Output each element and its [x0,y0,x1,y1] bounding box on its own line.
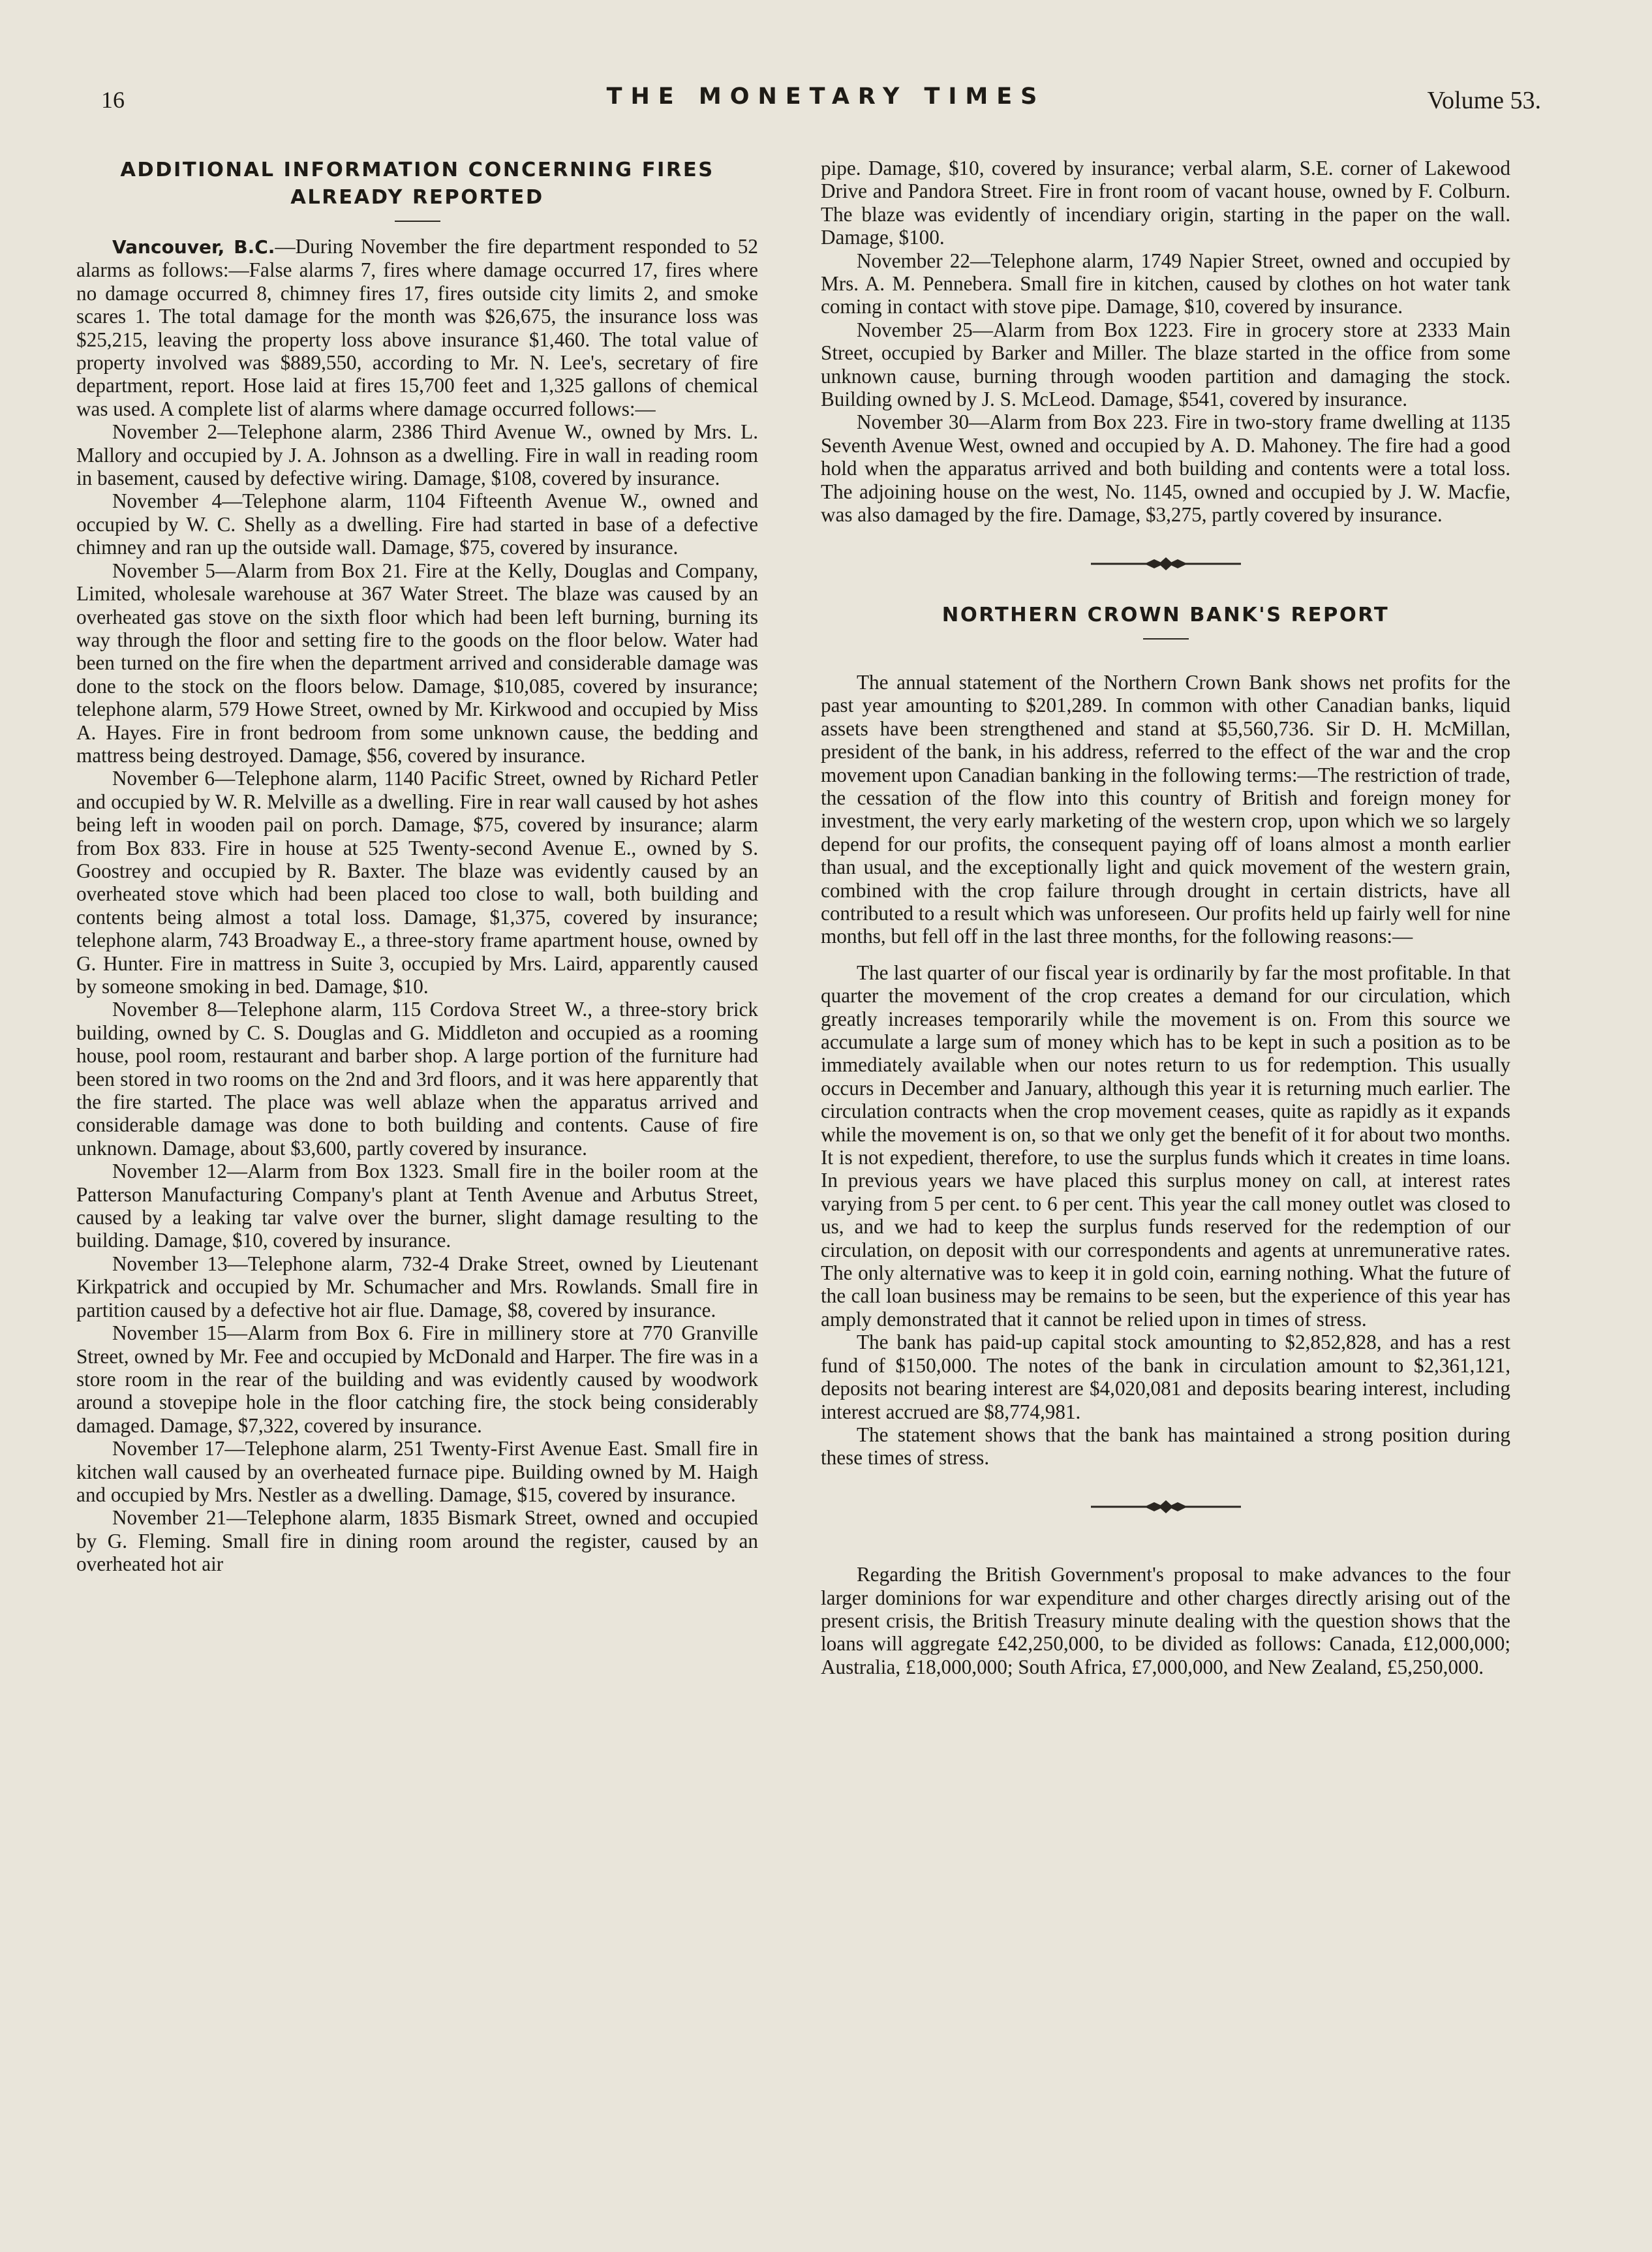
bank-heading: NORTHERN CROWN BANK'S REPORT [941,603,1390,626]
fire-report-paragraph: November 4—Telephone alarm, 1104 Fifteenth Avenue W., owned and occupied by W. C. Shelly as a dwelling. Fire had started in base of a defective chimney and ran up the outside wall. Damage, $75, covered by insurance. [76,489,758,559]
volume-label: Volume 53. [1427,87,1541,114]
fire-report-paragraph: November 8—Telephone alarm, 115 Cordova Street W., a three-story brick building, owned by C. S. Douglas and G. Middleton and occupied as a rooming house, pool room, restaurant and barber shop. A large portion of the furniture had been stored in two rooms on the 2nd and 3rd floors, and it was here apparently that the fire started. The place was well ablaze when the apparatus arrived and considerable damage was done to both building and contents. Cause of fire unknown. Damage, about $3,600, partly covered by insurance. [76,998,758,1160]
publication-title: THE MONETARY TIMES [606,84,1046,110]
fire-report-paragraph: November 22—Telephone alarm, 1749 Napier Street, owned and occupied by Mrs. A. M. Pennebera. Small fire in kitchen, caused by clothes on hot water tank coming in contact with stove pipe. Damage, $10, covered by insurance. [821,249,1510,318]
fire-report-continuation: pipe. Damage, $10, covered by insurance; verbal alarm, S.E. corner of Lakewood Drive and Pandora Street. Fire in front room of vacant house, owned by F. Colburn. The blaze was evidently of incendiary origin, starting in the paper on the wall. Damage, $100. [821,157,1510,249]
fire-report-paragraph: November 13—Telephone alarm, 732-4 Drake Street, owned by Lieutenant Kirkpatrick and occupied by Mr. Schumacher and Mrs. Rowlands. Small fire in partition caused by a defective hot air flue. Damage, $8, covered by insurance. [76,1252,758,1321]
fire-report-paragraph: November 15—Alarm from Box 6. Fire in millinery store at 770 Granville Street, owned by Mr. Fee and occupied by McDonald and Harper. The fire was in a store room in the rear of the building and was evidently caused by woodwork around a stovepipe hole in the floor catching fire, the stock being considerably damaged. Damage, $7,322, covered by insurance. [76,1321,758,1437]
fire-report-paragraph: November 30—Alarm from Box 223. Fire in two-story frame dwelling at 1135 Seventh Avenue West, owned and occupied by A. D. Mahoney. The fire had a good hold when the apparatus arrived and both building and contents were a total loss. The adjoining house on the west, No. 1145, owned and occupied by J. W. Macfie, was also damaged by the fire. Damage, $3,275, partly covered by insurance. [821,410,1510,527]
fire-report-paragraph: November 2—Telephone alarm, 2386 Third Avenue W., owned by Mrs. L. Mallory and occupied by J. A. Johnson as a dwelling. Fire in wall in reading room in basement, caused by defective wiring. Damage, $108, covered by insurance. [76,420,758,490]
bank-paragraph: The last quarter of our fiscal year is ordinarily by far the most profitable. In that quarter the movement of the crop creates a demand for our circulation, which greatly increases temporarily while the movement is on. From this source we accumulate a large sum of money which has to be kept in such a position as to be immediately available when our notes return to us for redemption. This usually occurs in December and January, although this year it is returning much earlier. The circulation contracts when the crop movement ceases, quite as rapidly as it expands while the movement is on, so that we only get the benefit of it for about two months. It is not expedient, therefore, to use the surplus funds which it creates in time loans. In previous years we have placed this surplus money on call, at interest rates varying from 5 per cent. to 6 per cent. This year the call money outlet was closed to us, and we had to keep the surplus funds reserved for the redemption of our circulation, on deposit with our correspondents and agents at unremunerative rates. The only alternative was to keep it in gold coin, earning nothing. What the future of the call loan business may be remains to be seen, but the experience of this year has amply demonstrated that it cannot be relied upon in times of stress. [821,961,1510,1331]
right-column [821,157,1510,1678]
fires-lead-paragraph [76,235,758,420]
british-loans-paragraph: Regarding the British Government's proposal to make advances to the four larger dominions for war expenditure and other charges directly arising out of the present crisis, the British Treasury minute dealing with the question shows that the loans will aggregate £42,250,000, to be divided as follows: Canada, £12,000,000; Australia, £18,000,000; South Africa, £7,000,000, and New Zealand, £5,250,000. [821,1563,1510,1678]
fire-report-paragraph: November 21—Telephone alarm, 1835 Bismark Street, owned and occupied by G. Fleming. Small fire in dining room around the register, caused by an overheated hot air [76,1506,758,1576]
place-name: Vancouver, B.C. [112,236,275,258]
section-ornament [821,553,1510,576]
heading-rule [395,221,440,222]
fires-heading-line1: ADDITIONAL INFORMATION CONCERNING FIRES [120,159,714,181]
fire-report-paragraph: November 6—Telephone alarm, 1140 Pacific Street, owned by Richard Petler and occupied by W. R. Melville as a dwelling. Fire in rear wall caused by hot ashes being left in wooden pail on porch. Damage, $75, covered by insurance; alarm from Box 833. Fire in house at 525 Twenty-second Avenue E., owned by S. Goostrey and occupied by R. Baxter. The blaze was evidently caused by an overheated stove which had been placed too close to wall, both building and contents being almost a total loss. Damage, $1,375, covered by insurance; telephone alarm, 743 Broadway E., a three-story frame apartment house, owned by G. Hunter. Fire in mattress in Suite 3, occupied by Mrs. Laird, apparently caused by someone smoking in bed. Damage, $10. [76,767,758,998]
bank-paragraph: The annual statement of the Northern Crown Bank shows net profits for the past year amounting to $201,289. In common with other Canadian banks, liquid assets have been strengthened and stand at $5,560,736. Sir D. H. McMillan, president of the bank, in his address, referred to the effect of the war and the crop movement upon Canadian banking in the following terms:—The restriction of trade, the cessation of the flow into this country of British and foreign money for investment, the very early marketing of the western crop, upon which we so largely depend for our profits, the consequent paying off of loans almost a month earlier than usual, and the exceptionally light and quick movement of the western grain, combined with the crop failure through drought in certain districts, have all contributed to a result which was unforeseen. Our profits held up fairly well for nine months, but fell off in the last three months, for the following reasons:— [821,670,1510,948]
fires-heading [76,157,758,211]
left-column [76,157,758,1576]
page-number: 16 [101,87,125,113]
fire-report-paragraph: November 12—Alarm from Box 1323. Small fire in the boiler room at the Patterson Manufacturing Company's plant at Tenth Avenue and Arbutus Street, caused by a leaking tar valve over the burner, slight damage resulting to the building. Damage, $10, covered by insurance. [76,1160,758,1252]
fire-report-paragraph: November 17—Telephone alarm, 251 Twenty-First Avenue East. Small fire in kitchen wall caused by an overheated furnace pipe. Building owned by M. Haigh and occupied by Mrs. Nestler as a dwelling. Damage, $15, covered by insurance. [76,1437,758,1506]
fires-heading-line2: ALREADY REPORTED [290,186,544,209]
page-header [98,84,1554,123]
heading-rule [1143,638,1189,640]
bank-paragraph: The bank has paid-up capital stock amounting to $2,852,828, and has a rest fund of $150,000. The notes of the bank in circulation amount to $2,361,121, deposits not bearing interest are $4,020,081 and deposits bearing interest, including interest accrued are $8,774,981. [821,1331,1510,1423]
fire-report-paragraph: November 5—Alarm from Box 21. Fire at the Kelly, Douglas and Company, Limited, wholesale warehouse at 367 Water Street. The blaze was caused by an overheated gas stove on the sixth floor which had been left burning, burning its way through the floor and setting fire to the goods on the floor below. Water had been turned on the fire when the department arrived and considerable damage was done to the stock on the floors below. Damage, $10,085, covered by insurance; telephone alarm, 579 Howe Street, owned by Mr. Kirkwood and occupied by Miss A. Hayes. Fire in front bedroom from some unknown cause, the bedding and mattress being destroyed. Damage, $56, covered by insurance. [76,559,758,767]
section-ornament [821,1496,1510,1519]
fire-report-paragraph: November 25—Alarm from Box 1223. Fire in grocery store at 2333 Main Street, occupied by Barker and Miller. The blaze started in the office from some unknown cause, burning through wooden partition and damaging the stock. Building owned by J. S. McLeod. Damage, $541, covered by insurance. [821,318,1510,411]
lead-text: —During November the fire department responded to 52 alarms as follows:—False alarms 7, fires where damage occurred 17, fires where no damage occurred 8, chimney fires 17, fires outside city limits 2, and smoke scares 1. The total damage for the month was $26,675, the insurance loss was $25,215, leaving the property loss above insurance $1,460. The total value of property involved was $889,550, according to Mr. N. Lee's, secretary of fire department, report. Hose laid at fires 15,700 feet and 1,325 gallons of chemical was used. A complete list of alarms where damage occurred follows:— [76,235,758,420]
bank-paragraph: The statement shows that the bank has maintained a strong position during these times of stress. [821,1423,1510,1470]
